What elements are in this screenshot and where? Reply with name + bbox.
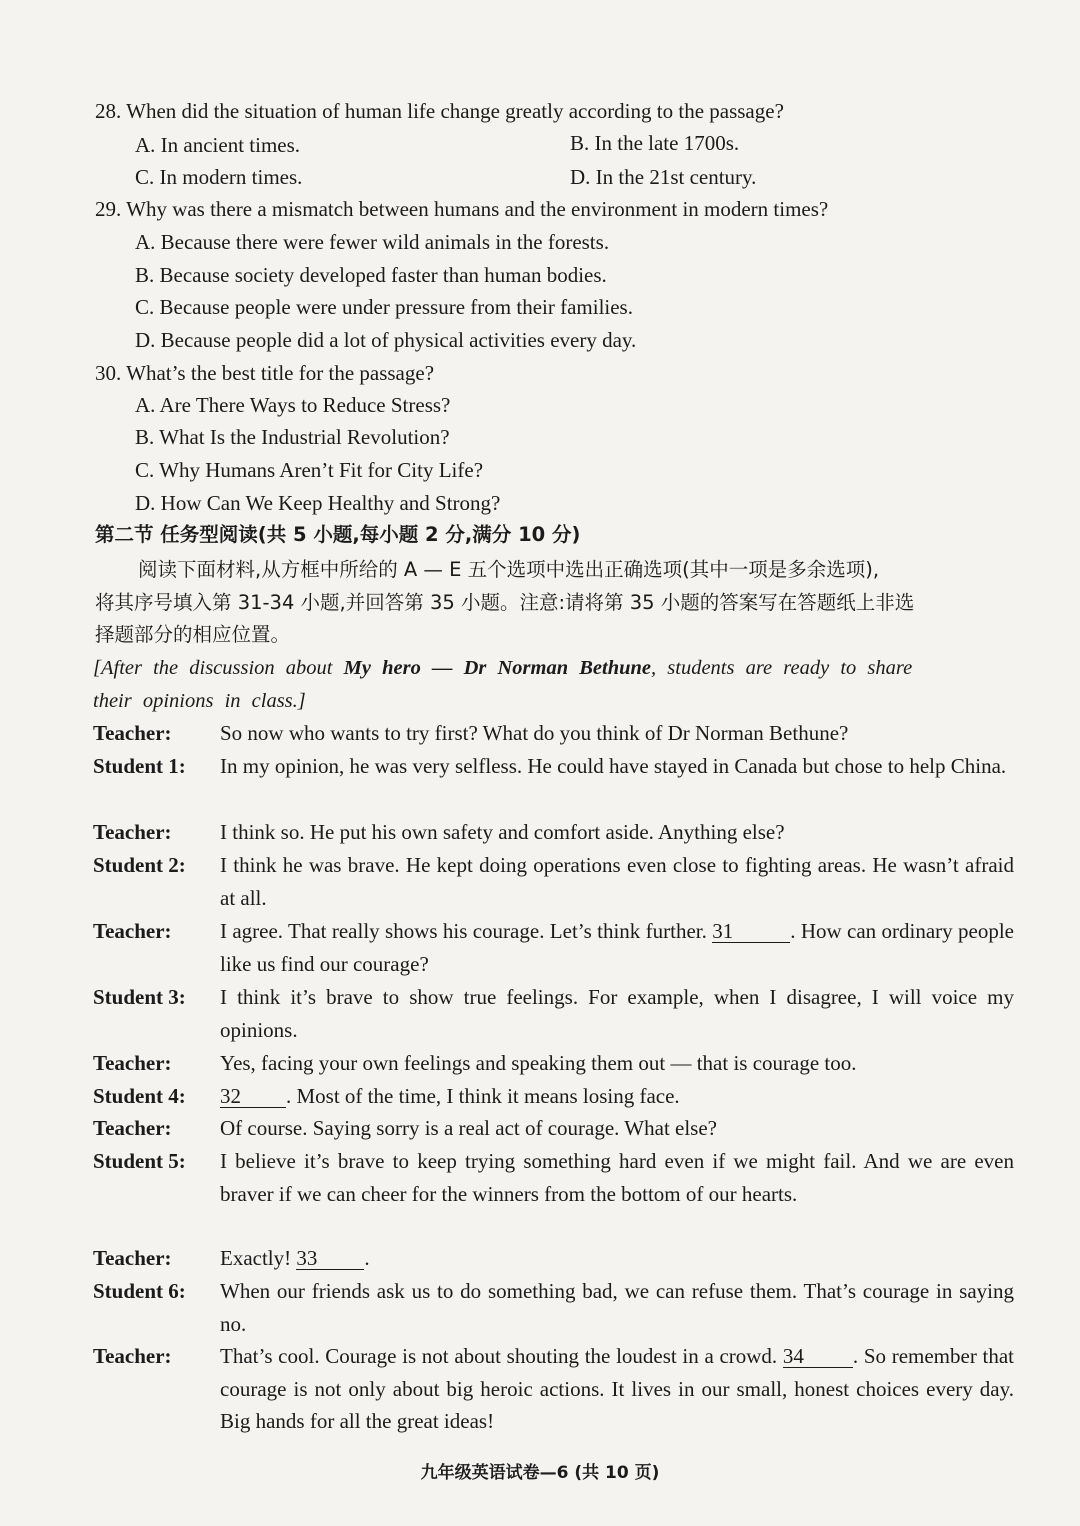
question-30-option-d: D. How Can We Keep Healthy and Strong? <box>135 491 501 515</box>
dialogue-speaker: Student 3: <box>93 985 186 1009</box>
dialogue-speaker: Teacher: <box>93 1246 172 1270</box>
dialogue-speaker: Teacher: <box>93 820 172 844</box>
question-30-option-b: B. What Is the Industrial Revolution? <box>135 425 450 449</box>
dialogue-line: I think so. He put his own safety and comfort aside. Anything else? <box>220 820 785 844</box>
dialogue-text: . <box>364 1246 370 1270</box>
question-29-option-c: C. Because people were under pressure from their families. <box>135 295 633 319</box>
instructions-line-2: 将其序号填入第 31-34 小题,并回答第 35 小题。注意:请将第 35 小题的答案写在答题纸上非选 <box>95 591 915 614</box>
dialogue-intro-part-2: , students are ready to share <box>651 657 913 679</box>
dialogue-line: I think it’s brave to show true feelings. For example, when I disagree, I will voice my opinions. <box>220 985 1014 1042</box>
dialogue-intro <box>93 653 912 683</box>
dialogue-text: . Most of the time, I think it means losing face. <box>286 1084 680 1108</box>
dialogue-speaker: Teacher: <box>93 919 172 943</box>
question-29-stem: 29. Why was there a mismatch between humans and the environment in modern times? <box>95 197 829 221</box>
dialogue-line <box>220 1340 1014 1438</box>
dialogue-speaker: Student 2: <box>93 853 186 877</box>
dialogue-speaker: Student 1: <box>93 754 186 778</box>
dialogue-speaker: Student 4: <box>93 1084 186 1108</box>
question-30-option-c: C. Why Humans Aren’t Fit for City Life? <box>135 458 484 482</box>
question-28-option-b: B. In the late 1700s. <box>570 131 740 155</box>
question-29-option-b: B. Because society developed faster than human bodies. <box>135 263 607 287</box>
dialogue-speaker: Student 5: <box>93 1149 186 1173</box>
dialogue-line: When our friends ask us to do something bad, we can refuse them. That’s courage in saying no. <box>220 1279 1014 1336</box>
instructions-line-1: 阅读下面材料,从方框中所给的 A — E 五个选项中选出正确选项(其中一项是多余选项), <box>138 558 880 581</box>
dialogue-text: That’s cool. Courage is not about shouting the loudest in a crowd. <box>220 1344 778 1368</box>
question-28-option-a: A. In ancient times. <box>135 133 301 157</box>
dialogue-line <box>220 1080 1014 1113</box>
answer-blank-34[interactable]: 34 <box>783 1345 853 1368</box>
question-30-option-a: A. Are There Ways to Reduce Stress? <box>135 393 451 417</box>
answer-blank-31[interactable]: 31 <box>712 920 790 943</box>
instructions-line-3: 择题部分的相应位置。 <box>95 623 291 646</box>
dialogue-intro-line-2: their opinions in class.] <box>93 690 306 712</box>
question-29-option-d: D. Because people did a lot of physical activities every day. <box>135 328 637 352</box>
question-28-stem: 28. When did the situation of human life change greatly according to the passage? <box>95 99 784 123</box>
answer-blank-33[interactable]: 33 <box>296 1247 364 1270</box>
dialogue-line: Yes, facing your own feelings and speaking them out — that is courage too. <box>220 1051 857 1075</box>
dialogue-intro-part-1: [After the discussion about <box>93 657 333 679</box>
section-heading: 第二节 任务型阅读(共 5 小题,每小题 2 分,满分 10 分) <box>95 523 581 546</box>
dialogue-text: Exactly! <box>220 1246 292 1270</box>
question-29-option-a: A. Because there were fewer wild animals in the forests. <box>135 230 610 254</box>
answer-blank-32[interactable]: 32 <box>220 1085 286 1108</box>
dialogue-line: In my opinion, he was very selfless. He could have stayed in Canada but chose to help China. <box>220 754 1007 778</box>
dialogue-intro-title: My hero — Dr Norman Bethune <box>343 657 652 679</box>
dialogue-speaker: Teacher: <box>93 1344 172 1368</box>
dialogue-line <box>220 915 1014 980</box>
dialogue-text: . So remember that courage is not only about big heroic actions. It lives in our small, honest choices every day. Big hands for all the great ideas! <box>220 1344 1015 1433</box>
dialogue-text: I agree. That really shows his courage. Let’s think further. <box>220 919 707 943</box>
question-28-option-d: D. In the 21st century. <box>570 165 757 189</box>
dialogue-line: I think he was brave. He kept doing operations even close to fighting areas. He wasn’t afraid at all. <box>220 853 1014 910</box>
dialogue-text: . How can ordinary people like us find our courage? <box>220 919 1015 976</box>
dialogue-line: I believe it’s brave to keep trying something hard even if we might fail. And we are even braver if we can cheer for the winners from the bottom of our hearts. <box>220 1149 1014 1206</box>
dialogue-speaker: Teacher: <box>93 1116 172 1140</box>
question-30-stem: 30. What’s the best title for the passage? <box>95 361 435 385</box>
dialogue-speaker: Teacher: <box>93 1051 172 1075</box>
dialogue-speaker: Teacher: <box>93 721 172 745</box>
dialogue-line: Of course. Saying sorry is a real act of courage. What else? <box>220 1116 717 1140</box>
dialogue-line <box>220 1242 1014 1275</box>
question-28-option-c: C. In modern times. <box>135 165 303 189</box>
page-footer: 九年级英语试卷—6 (共 10 页) <box>420 1463 660 1483</box>
dialogue-line: So now who wants to try first? What do you think of Dr Norman Bethune? <box>220 721 849 745</box>
dialogue-speaker: Student 6: <box>93 1279 186 1303</box>
